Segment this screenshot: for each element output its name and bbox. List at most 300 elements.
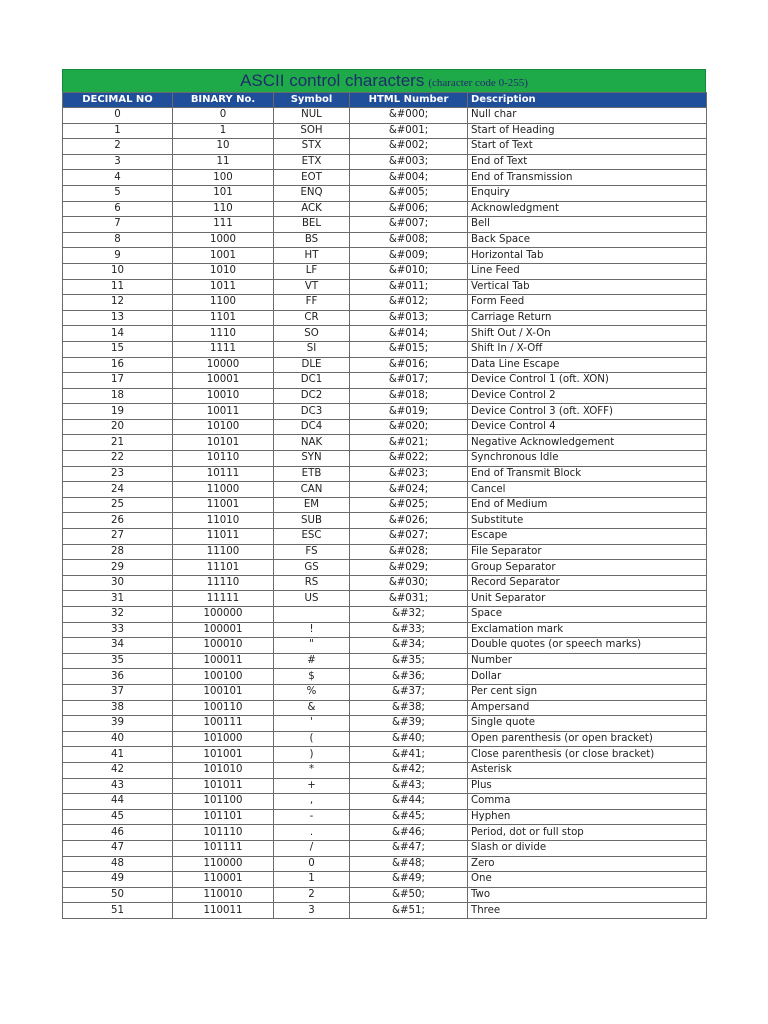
decimal-cell: 43	[63, 778, 173, 794]
html-number-cell: &#41;	[350, 747, 468, 763]
binary-cell: 101101	[173, 809, 274, 825]
column-header-symbol: Symbol	[274, 93, 350, 108]
html-number-cell: &#004;	[350, 170, 468, 186]
decimal-cell: 34	[63, 638, 173, 654]
description-cell: Group Separator	[468, 560, 707, 576]
table-row	[63, 170, 707, 186]
decimal-cell: 35	[63, 653, 173, 669]
html-number-cell: &#37;	[350, 684, 468, 700]
description-cell: Device Control 2	[468, 388, 707, 404]
table-row	[63, 653, 707, 669]
symbol-cell: DC3	[274, 404, 350, 420]
binary-cell: 101100	[173, 794, 274, 810]
description-cell: Synchronous Idle	[468, 451, 707, 467]
html-number-cell: &#001;	[350, 123, 468, 139]
description-cell: Device Control 1 (oft. XON)	[468, 373, 707, 389]
description-cell: Back Space	[468, 232, 707, 248]
table-row	[63, 497, 707, 513]
binary-cell: 1110	[173, 326, 274, 342]
binary-cell: 11011	[173, 529, 274, 545]
decimal-cell: 9	[63, 248, 173, 264]
table-row	[63, 809, 707, 825]
description-cell: One	[468, 872, 707, 888]
symbol-cell	[274, 607, 350, 623]
table-row	[63, 310, 707, 326]
table-row	[63, 731, 707, 747]
decimal-cell: 47	[63, 840, 173, 856]
table-row	[63, 388, 707, 404]
symbol-cell: '	[274, 716, 350, 732]
html-number-cell: &#025;	[350, 497, 468, 513]
symbol-cell: SOH	[274, 123, 350, 139]
table-row	[63, 700, 707, 716]
description-cell: Escape	[468, 529, 707, 545]
table-row	[63, 435, 707, 451]
binary-cell: 100111	[173, 716, 274, 732]
description-cell: Device Control 3 (oft. XOFF)	[468, 404, 707, 420]
html-number-cell: &#010;	[350, 263, 468, 279]
description-cell: Comma	[468, 794, 707, 810]
description-cell: End of Text	[468, 154, 707, 170]
symbol-cell: SI	[274, 341, 350, 357]
decimal-cell: 32	[63, 607, 173, 623]
table-row	[63, 575, 707, 591]
table-row	[63, 466, 707, 482]
table-row	[63, 513, 707, 529]
binary-cell: 101011	[173, 778, 274, 794]
symbol-cell: SUB	[274, 513, 350, 529]
decimal-cell: 24	[63, 482, 173, 498]
binary-cell: 1	[173, 123, 274, 139]
decimal-cell: 20	[63, 419, 173, 435]
symbol-cell: EOT	[274, 170, 350, 186]
decimal-cell: 19	[63, 404, 173, 420]
decimal-cell: 16	[63, 357, 173, 373]
table-row	[63, 903, 707, 919]
description-cell: Unit Separator	[468, 591, 707, 607]
symbol-cell: %	[274, 684, 350, 700]
decimal-cell: 21	[63, 435, 173, 451]
decimal-cell: 22	[63, 451, 173, 467]
description-cell: Double quotes (or speech marks)	[468, 638, 707, 654]
symbol-cell: NAK	[274, 435, 350, 451]
symbol-cell: 2	[274, 887, 350, 903]
binary-cell: 11110	[173, 575, 274, 591]
column-header-decimal: DECIMAL NO	[63, 93, 173, 108]
symbol-cell: ETB	[274, 466, 350, 482]
binary-cell: 10110	[173, 451, 274, 467]
description-cell: Two	[468, 887, 707, 903]
symbol-cell: $	[274, 669, 350, 685]
symbol-cell: SO	[274, 326, 350, 342]
html-number-cell: &#017;	[350, 373, 468, 389]
description-cell: Plus	[468, 778, 707, 794]
table-row	[63, 263, 707, 279]
decimal-cell: 26	[63, 513, 173, 529]
html-number-cell: &#43;	[350, 778, 468, 794]
html-number-cell: &#021;	[350, 435, 468, 451]
binary-cell: 10100	[173, 419, 274, 435]
symbol-cell: FF	[274, 295, 350, 311]
decimal-cell: 44	[63, 794, 173, 810]
symbol-cell: #	[274, 653, 350, 669]
symbol-cell: DLE	[274, 357, 350, 373]
html-number-cell: &#51;	[350, 903, 468, 919]
symbol-cell: "	[274, 638, 350, 654]
html-number-cell: &#026;	[350, 513, 468, 529]
description-cell: Horizontal Tab	[468, 248, 707, 264]
symbol-cell: .	[274, 825, 350, 841]
description-cell: Acknowledgment	[468, 201, 707, 217]
table-row	[63, 248, 707, 264]
decimal-cell: 41	[63, 747, 173, 763]
table-row	[63, 638, 707, 654]
table-row	[63, 357, 707, 373]
description-cell: Zero	[468, 856, 707, 872]
description-cell: Number	[468, 653, 707, 669]
table-row	[63, 669, 707, 685]
description-cell: Ampersand	[468, 700, 707, 716]
table-subtitle: (character code 0-255)	[428, 77, 528, 89]
symbol-cell: /	[274, 840, 350, 856]
ascii-table-sheet	[62, 69, 706, 919]
html-number-cell: &#028;	[350, 544, 468, 560]
html-number-cell: &#007;	[350, 217, 468, 233]
binary-cell: 101010	[173, 762, 274, 778]
decimal-cell: 25	[63, 497, 173, 513]
html-number-cell: &#006;	[350, 201, 468, 217]
html-number-cell: &#34;	[350, 638, 468, 654]
table-row	[63, 232, 707, 248]
column-header-html-number: HTML Number	[350, 93, 468, 108]
binary-cell: 110	[173, 201, 274, 217]
description-cell: Hyphen	[468, 809, 707, 825]
table-row	[63, 840, 707, 856]
table-row	[63, 139, 707, 155]
description-cell: Substitute	[468, 513, 707, 529]
table-row	[63, 326, 707, 342]
decimal-cell: 48	[63, 856, 173, 872]
binary-cell: 101001	[173, 747, 274, 763]
html-number-cell: &#003;	[350, 154, 468, 170]
binary-cell: 1101	[173, 310, 274, 326]
description-cell: Close parenthesis (or close bracket)	[468, 747, 707, 763]
symbol-cell: US	[274, 591, 350, 607]
symbol-cell: BEL	[274, 217, 350, 233]
html-number-cell: &#031;	[350, 591, 468, 607]
table-row	[63, 544, 707, 560]
symbol-cell: 1	[274, 872, 350, 888]
html-number-cell: &#023;	[350, 466, 468, 482]
html-number-cell: &#47;	[350, 840, 468, 856]
table-row	[63, 201, 707, 217]
decimal-cell: 3	[63, 154, 173, 170]
table-row	[63, 108, 707, 124]
symbol-cell: CR	[274, 310, 350, 326]
symbol-cell: DC1	[274, 373, 350, 389]
binary-cell: 1001	[173, 248, 274, 264]
binary-cell: 10	[173, 139, 274, 155]
symbol-cell: FS	[274, 544, 350, 560]
decimal-cell: 5	[63, 185, 173, 201]
binary-cell: 101000	[173, 731, 274, 747]
description-cell: Single quote	[468, 716, 707, 732]
symbol-cell: &	[274, 700, 350, 716]
table-row	[63, 747, 707, 763]
binary-cell: 110011	[173, 903, 274, 919]
html-number-cell: &#013;	[350, 310, 468, 326]
html-number-cell: &#36;	[350, 669, 468, 685]
symbol-cell: (	[274, 731, 350, 747]
binary-cell: 100101	[173, 684, 274, 700]
description-cell: Period, dot or full stop	[468, 825, 707, 841]
symbol-cell: VT	[274, 279, 350, 295]
table-title: ASCII control characters	[240, 71, 425, 90]
html-number-cell: &#32;	[350, 607, 468, 623]
symbol-cell: GS	[274, 560, 350, 576]
decimal-cell: 10	[63, 263, 173, 279]
decimal-cell: 39	[63, 716, 173, 732]
description-cell: Vertical Tab	[468, 279, 707, 295]
description-cell: Slash or divide	[468, 840, 707, 856]
description-cell: Null char	[468, 108, 707, 124]
html-number-cell: &#42;	[350, 762, 468, 778]
ascii-table	[62, 92, 707, 919]
binary-cell: 110000	[173, 856, 274, 872]
binary-cell: 100001	[173, 622, 274, 638]
decimal-cell: 29	[63, 560, 173, 576]
description-cell: Start of Text	[468, 139, 707, 155]
description-cell: Space	[468, 607, 707, 623]
decimal-cell: 7	[63, 217, 173, 233]
html-number-cell: &#012;	[350, 295, 468, 311]
symbol-cell: EM	[274, 497, 350, 513]
html-number-cell: &#39;	[350, 716, 468, 732]
binary-cell: 10011	[173, 404, 274, 420]
html-number-cell: &#000;	[350, 108, 468, 124]
decimal-cell: 4	[63, 170, 173, 186]
decimal-cell: 2	[63, 139, 173, 155]
table-row	[63, 419, 707, 435]
binary-cell: 110010	[173, 887, 274, 903]
html-number-cell: &#45;	[350, 809, 468, 825]
header-row	[63, 93, 707, 108]
decimal-cell: 46	[63, 825, 173, 841]
table-row	[63, 341, 707, 357]
html-number-cell: &#014;	[350, 326, 468, 342]
decimal-cell: 1	[63, 123, 173, 139]
table-row	[63, 887, 707, 903]
html-number-cell: &#38;	[350, 700, 468, 716]
binary-cell: 10001	[173, 373, 274, 389]
decimal-cell: 23	[63, 466, 173, 482]
symbol-cell: STX	[274, 139, 350, 155]
binary-cell: 100000	[173, 607, 274, 623]
html-number-cell: &#008;	[350, 232, 468, 248]
table-row	[63, 404, 707, 420]
symbol-cell: +	[274, 778, 350, 794]
html-number-cell: &#44;	[350, 794, 468, 810]
table-row	[63, 607, 707, 623]
symbol-cell: DC2	[274, 388, 350, 404]
decimal-cell: 30	[63, 575, 173, 591]
description-cell: File Separator	[468, 544, 707, 560]
table-row	[63, 825, 707, 841]
table-row	[63, 279, 707, 295]
table-row	[63, 217, 707, 233]
html-number-cell: &#018;	[350, 388, 468, 404]
decimal-cell: 13	[63, 310, 173, 326]
html-number-cell: &#46;	[350, 825, 468, 841]
decimal-cell: 18	[63, 388, 173, 404]
decimal-cell: 42	[63, 762, 173, 778]
decimal-cell: 15	[63, 341, 173, 357]
description-cell: Cancel	[468, 482, 707, 498]
symbol-cell: ,	[274, 794, 350, 810]
symbol-cell: RS	[274, 575, 350, 591]
symbol-cell: 0	[274, 856, 350, 872]
decimal-cell: 50	[63, 887, 173, 903]
symbol-cell: ACK	[274, 201, 350, 217]
html-number-cell: &#022;	[350, 451, 468, 467]
binary-cell: 11001	[173, 497, 274, 513]
symbol-cell: -	[274, 809, 350, 825]
decimal-cell: 38	[63, 700, 173, 716]
binary-cell: 11	[173, 154, 274, 170]
description-cell: Three	[468, 903, 707, 919]
decimal-cell: 6	[63, 201, 173, 217]
description-cell: Dollar	[468, 669, 707, 685]
description-cell: Device Control 4	[468, 419, 707, 435]
table-row	[63, 185, 707, 201]
html-number-cell: &#48;	[350, 856, 468, 872]
table-title-bar	[62, 69, 706, 92]
html-number-cell: &#020;	[350, 419, 468, 435]
description-cell: Data Line Escape	[468, 357, 707, 373]
description-cell: Enquiry	[468, 185, 707, 201]
binary-cell: 1000	[173, 232, 274, 248]
binary-cell: 0	[173, 108, 274, 124]
description-cell: Line Feed	[468, 263, 707, 279]
description-cell: End of Transmit Block	[468, 466, 707, 482]
binary-cell: 1010	[173, 263, 274, 279]
symbol-cell: CAN	[274, 482, 350, 498]
html-number-cell: &#015;	[350, 341, 468, 357]
binary-cell: 1011	[173, 279, 274, 295]
binary-cell: 10010	[173, 388, 274, 404]
decimal-cell: 36	[63, 669, 173, 685]
symbol-cell: *	[274, 762, 350, 778]
decimal-cell: 14	[63, 326, 173, 342]
binary-cell: 100110	[173, 700, 274, 716]
decimal-cell: 51	[63, 903, 173, 919]
symbol-cell: DC4	[274, 419, 350, 435]
table-row	[63, 794, 707, 810]
binary-cell: 111	[173, 217, 274, 233]
table-row	[63, 716, 707, 732]
description-cell: Carriage Return	[468, 310, 707, 326]
description-cell: End of Medium	[468, 497, 707, 513]
binary-cell: 11010	[173, 513, 274, 529]
table-row	[63, 762, 707, 778]
table-row	[63, 684, 707, 700]
table-row	[63, 295, 707, 311]
description-cell: Start of Heading	[468, 123, 707, 139]
binary-cell: 100100	[173, 669, 274, 685]
description-cell: Shift In / X-Off	[468, 341, 707, 357]
symbol-cell: !	[274, 622, 350, 638]
description-cell: Form Feed	[468, 295, 707, 311]
decimal-cell: 27	[63, 529, 173, 545]
description-cell: Shift Out / X-On	[468, 326, 707, 342]
description-cell: End of Transmission	[468, 170, 707, 186]
binary-cell: 100011	[173, 653, 274, 669]
binary-cell: 11000	[173, 482, 274, 498]
table-row	[63, 154, 707, 170]
decimal-cell: 37	[63, 684, 173, 700]
table-row	[63, 373, 707, 389]
html-number-cell: &#35;	[350, 653, 468, 669]
decimal-cell: 45	[63, 809, 173, 825]
binary-cell: 100	[173, 170, 274, 186]
symbol-cell: NUL	[274, 108, 350, 124]
symbol-cell: LF	[274, 263, 350, 279]
decimal-cell: 49	[63, 872, 173, 888]
html-number-cell: &#030;	[350, 575, 468, 591]
html-number-cell: &#50;	[350, 887, 468, 903]
description-cell: Exclamation mark	[468, 622, 707, 638]
table-row	[63, 778, 707, 794]
symbol-cell: HT	[274, 248, 350, 264]
html-number-cell: &#024;	[350, 482, 468, 498]
symbol-cell: ETX	[274, 154, 350, 170]
table-row	[63, 451, 707, 467]
binary-cell: 1100	[173, 295, 274, 311]
binary-cell: 10101	[173, 435, 274, 451]
table-row	[63, 123, 707, 139]
table-row	[63, 529, 707, 545]
html-number-cell: &#33;	[350, 622, 468, 638]
html-number-cell: &#002;	[350, 139, 468, 155]
binary-cell: 101111	[173, 840, 274, 856]
binary-cell: 11100	[173, 544, 274, 560]
symbol-cell: ESC	[274, 529, 350, 545]
html-number-cell: &#016;	[350, 357, 468, 373]
decimal-cell: 8	[63, 232, 173, 248]
description-cell: Open parenthesis (or open bracket)	[468, 731, 707, 747]
description-cell: Record Separator	[468, 575, 707, 591]
binary-cell: 11101	[173, 560, 274, 576]
table-row	[63, 622, 707, 638]
table-row	[63, 591, 707, 607]
description-cell: Negative Acknowledgement	[468, 435, 707, 451]
html-number-cell: &#40;	[350, 731, 468, 747]
column-header-binary: BINARY No.	[173, 93, 274, 108]
html-number-cell: &#019;	[350, 404, 468, 420]
binary-cell: 1111	[173, 341, 274, 357]
html-number-cell: &#027;	[350, 529, 468, 545]
symbol-cell: BS	[274, 232, 350, 248]
binary-cell: 11111	[173, 591, 274, 607]
column-header-description: Description	[468, 93, 707, 108]
symbol-cell: 3	[274, 903, 350, 919]
description-cell: Bell	[468, 217, 707, 233]
symbol-cell: SYN	[274, 451, 350, 467]
binary-cell: 10000	[173, 357, 274, 373]
table-row	[63, 856, 707, 872]
decimal-cell: 40	[63, 731, 173, 747]
decimal-cell: 12	[63, 295, 173, 311]
